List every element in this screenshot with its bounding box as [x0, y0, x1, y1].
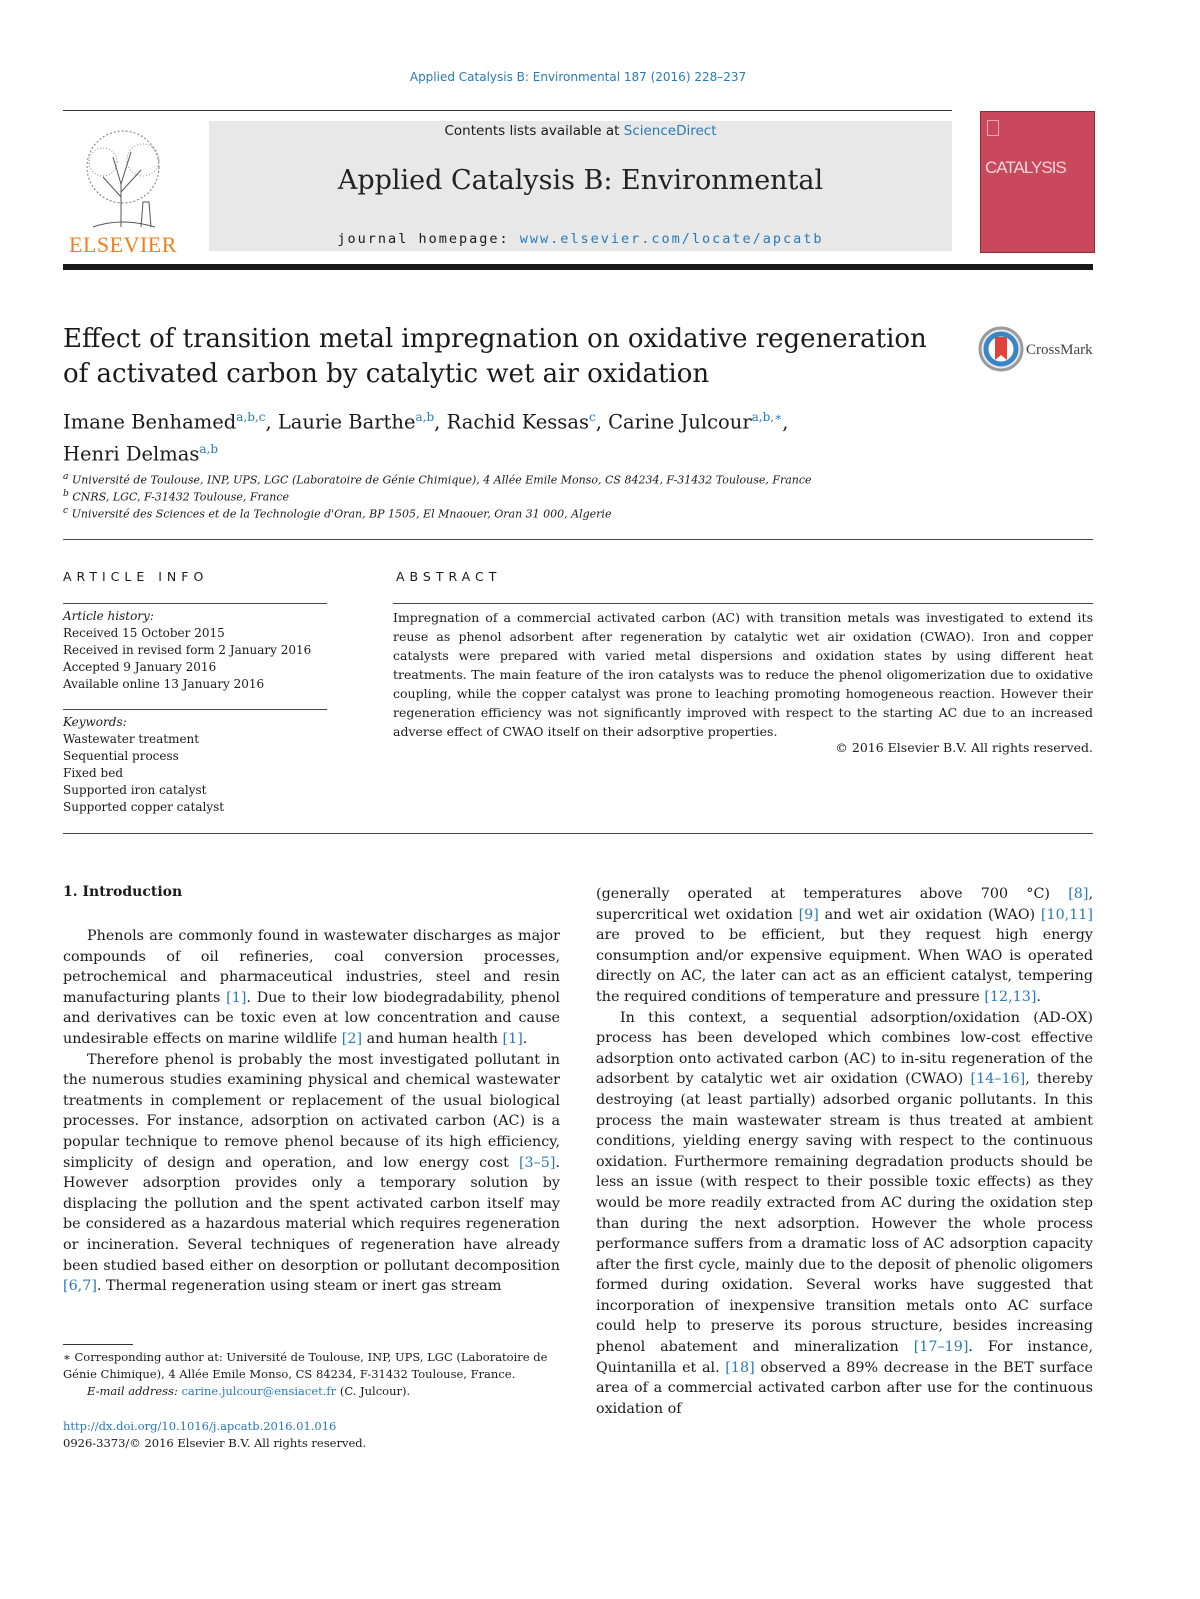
- abstract-rule: [393, 603, 1093, 604]
- keyword-item: Fixed bed: [63, 766, 123, 780]
- author-affiliation-marker[interactable]: a,b: [415, 410, 435, 424]
- author-name: Laurie Barthe: [277, 410, 416, 434]
- citation-link[interactable]: [17–19]: [913, 1339, 969, 1356]
- journal-citation[interactable]: Applied Catalysis B: Environmental 187 (2016) 228–237: [409, 70, 747, 84]
- crossmark-label: CrossMark: [1026, 342, 1093, 358]
- citation-link[interactable]: [8]: [1068, 886, 1089, 902]
- author-list: Imane Benhamed$^{a,b,c}$, Laurie Barthe$^{a,b}$, Rachid Kessas$^c$, Carine Julcour$^{a,b,∗}$, Henri Delmas$^{a,b}$: [63, 410, 789, 465]
- affiliation-c: $^c$ Université des Sciences et de la Technologie d'Oran, BP 1505, El Mnaouer, Oran 31 000, Algerie: [63, 505, 612, 521]
- keywords: [63, 714, 333, 816]
- author-name: Imane Benhamed: [63, 410, 237, 434]
- sciencedirect-link[interactable]: ScienceDirect: [623, 123, 717, 139]
- info-bottom-rule: [63, 833, 1093, 834]
- corresponding-author-note: ∗ Corresponding author at: Université de Toulouse, INP, UPS, LGC (Laboratoire de Génie Chimique), 4 Allée Emile Monso, CS 84234, F-31432 Toulouse, France.: [63, 1350, 548, 1381]
- publisher-name: ELSEVIER: [69, 232, 177, 257]
- citation-link[interactable]: [2]: [341, 1030, 363, 1047]
- issn-line: 0926-3373/© 2016 Elsevier B.V. All rights reserved.: [63, 1436, 367, 1450]
- author-affiliation-marker[interactable]: a,b,∗: [751, 410, 783, 424]
- info-rule: [63, 603, 327, 604]
- keyword-item: Wastewater treatment: [63, 732, 200, 746]
- affiliation-b: $^b$ CNRS, LGC, F-31432 Toulouse, France: [63, 488, 290, 504]
- header-thick-rule: [63, 264, 1093, 270]
- homepage-link[interactable]: www.elsevier.com/locate/apcatb: [519, 231, 824, 247]
- history-item: Received in revised form 2 January 2016: [63, 643, 312, 657]
- author-affiliation-marker[interactable]: a,b: [199, 441, 219, 456]
- affiliation-rule: [63, 539, 1093, 540]
- author-name: Rachid Kessas: [446, 410, 589, 434]
- citation-link[interactable]: [3–5]: [518, 1154, 556, 1171]
- left-column: [63, 926, 560, 1297]
- citation-link[interactable]: [18]: [725, 1359, 755, 1376]
- abstract-text: Impregnation of a commercial activated carbon (AC) with transition metals was investigated to extend its reuse as phenol adsorbent after regeneration by catalytic wet air oxidation (CWAO). Iron and copper catalysts were prepared with varied metal dispersions and oxidation states by using different heat treatments. The main feature of the iron catalysts was to reduce the phenol oligomerization due to oxidative coupling, while the copper catalyst was prone to leaching promoting homogeneous reaction. However their regeneration efficiency was not significantly improved with respect to the starting AC due to an increased adverse effect of CWAO itself on their adsorptive properties.: [393, 610, 1093, 739]
- affiliation-a: $^a$ Université de Toulouse, INP, UPS, LGC (Laboratoire de Génie Chimique), 4 Allée Emile Monso, CS 84234, F-31432 Toulouse, France: [63, 471, 812, 487]
- author-affiliation-marker[interactable]: a,b,c: [236, 410, 266, 424]
- citation-link[interactable]: [1]: [502, 1030, 523, 1047]
- email-line: E-mail address: carine.julcour@ensiacet.fr (C. Julcour).: [87, 1384, 411, 1398]
- contents-line: [209, 123, 952, 139]
- article-history: [63, 608, 333, 693]
- citation-link[interactable]: [6,7]: [63, 1278, 97, 1295]
- homepage-line: [209, 231, 952, 247]
- author-affiliation-marker[interactable]: c: [588, 410, 596, 424]
- cover-title: CATALYSIS: [985, 158, 1066, 177]
- author-name: Henri Delmas: [63, 442, 200, 465]
- paragraph: (generally operated at temperatures above 700 °C) [8], supercritical wet oxidation [9] and wet air oxidation (WAO) [10,11] are proved to be efficient, but they request high energy consumption and/or expensive equipment. When WAO is operated directly on AC, the later can act as an efficient catalyst, tempering the required conditions of temperature and pressure [12,13].: [596, 886, 1093, 1005]
- header-rule: [63, 110, 952, 111]
- contents-prefix: Contents lists available at: [444, 123, 624, 139]
- citation-link[interactable]: [9]: [798, 906, 819, 923]
- cover-logo-icon: [987, 120, 999, 136]
- paragraph: In this context, a sequential adsorption/oxidation (AD-OX) process has been developed which combines low-cost effective adsorption onto activated carbon (AC) to in-situ regeneration of the adsorbent by catalytic wet air oxidation (CWAO) [14–16], thereby destroying (at least partially) adsorbed organic pollutants. In this process the main wastewater stream is thus treated at ambient conditions, yielding energy saving with respect to the continuous oxidation. Furthermore remaining degradation products should be less an issue (with respect to their possible toxic effects) as they would be more readily extracted from AC during the oxidation step than during the next adsorption. However the whole process performance suffers from a dramatic loss of AC adsorption capacity after the first cycle, mainly due to the deposit of phenolic oligomers formed during oxidation. Several works have suggested that incorporation of inexpensive transition metals onto AC surface could help to preserve its porous structure, besides increasing phenol abatement and mineralization [17–19]. For instance, Quintanilla et al. [18] observed a 89% decrease in the BET surface area of a commercial activated carbon after use for the continuous oxidation of: [596, 1009, 1094, 1417]
- doi-block: [63, 1418, 366, 1452]
- doi-link[interactable]: http://dx.doi.org/10.1016/j.apcatb.2016.01.016: [63, 1419, 337, 1433]
- footnote: [63, 1349, 560, 1400]
- paragraph: Phenols are commonly found in wastewater discharges as major compounds of oil refineries, coal conversion processes, petrochemical and pharmaceutical industries, steel and resin manufacturing plants [1]. Due to their low biodegradability, phenol and derivatives can be toxic even at low concentration and cause undesirable effects on marine wildlife [2] and human health [1].: [63, 928, 560, 1047]
- history-item: Accepted 9 January 2016: [63, 660, 217, 674]
- crossmark-icon: [978, 326, 1024, 372]
- abstract-copyright: © 2016 Elsevier B.V. All rights reserved.: [835, 740, 1093, 755]
- journal-cover-thumbnail[interactable]: [980, 111, 1095, 253]
- keywords-label: Keywords:: [63, 715, 127, 729]
- citation-link[interactable]: [1]: [226, 989, 247, 1006]
- footnote-rule: [63, 1344, 133, 1345]
- email-link[interactable]: carine.julcour@ensiacet.fr: [181, 1384, 337, 1398]
- right-column: [596, 884, 1093, 1419]
- history-item: Available online 13 January 2016: [63, 677, 265, 691]
- journal-title: Applied Catalysis B: Environmental: [337, 165, 824, 196]
- article-title: Effect of transition metal impregnation on oxidative regeneration of activated carbon by catalytic wet air oxidation: [63, 324, 927, 389]
- homepage-prefix: journal homepage:: [337, 231, 520, 247]
- keyword-item: Supported copper catalyst: [63, 800, 225, 814]
- citation-link[interactable]: [10,11]: [1040, 906, 1093, 923]
- citation-link[interactable]: [12,13]: [984, 988, 1037, 1005]
- history-item: Received 15 October 2015: [63, 626, 225, 640]
- article-info-heading: ARTICLE INFO: [63, 569, 209, 584]
- crossmark-badge[interactable]: [978, 326, 1098, 374]
- keyword-item: Sequential process: [63, 749, 179, 763]
- history-label: Article history:: [63, 609, 154, 623]
- keywords-rule: [63, 709, 327, 710]
- paragraph: Therefore phenol is probably the most investigated pollutant in the numerous studies examining physical and chemical wastewater treatments in complement or replacement of the usual biological processes. For instance, adsorption on activated carbon (AC) is a popular technique to remove phenol because of its high efficiency, simplicity of design and operation, and low energy cost [3–5]. However adsorption provides only a temporary solution by displacing the pollution and the spent activated carbon itself may be considered as a hazardous material which requires regeneration or incineration. Several techniques of regeneration have already been studied based either on desorption or pollutant decomposition [6,7]. Thermal regeneration using steam or inert gas stream: [63, 1051, 560, 1295]
- keyword-item: Supported iron catalyst: [63, 783, 207, 797]
- introduction-heading: 1. Introduction: [63, 884, 183, 900]
- abstract-heading: ABSTRACT: [396, 569, 502, 584]
- author-name: Carine Julcour: [608, 410, 752, 434]
- citation-link[interactable]: [14–16]: [970, 1071, 1026, 1088]
